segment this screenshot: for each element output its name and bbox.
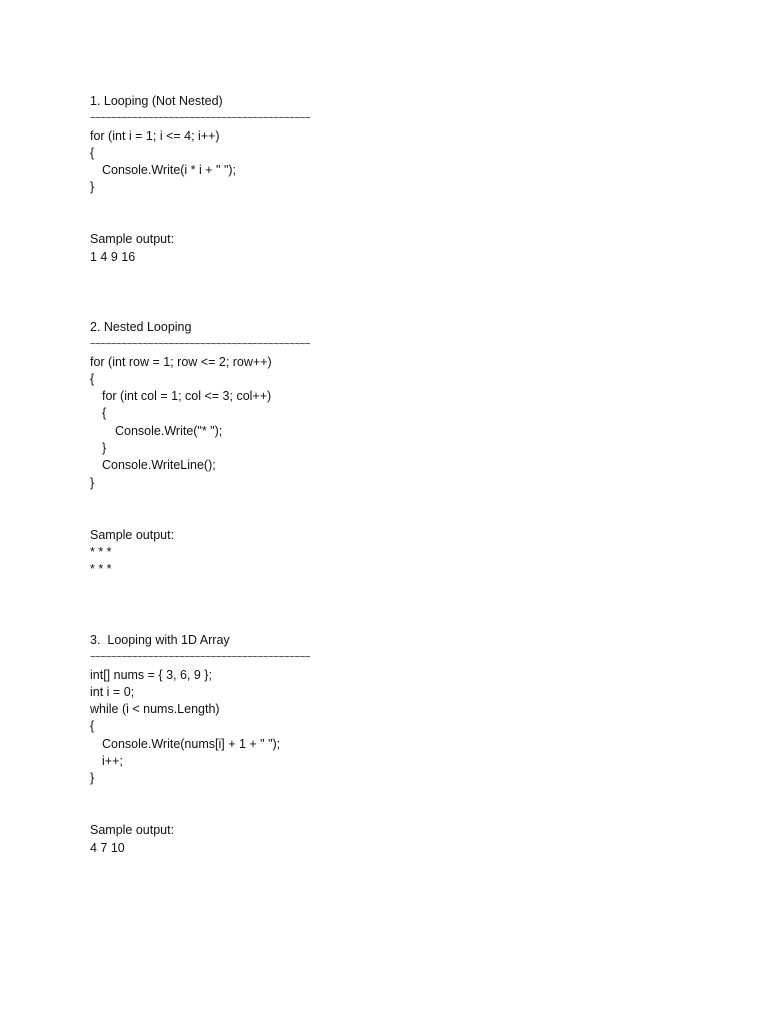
code-line: int[] nums = { 3, 6, 9 }; bbox=[90, 667, 212, 682]
code-line: for (int row = 1; row <= 2; row++) bbox=[90, 354, 272, 369]
code-line: int i = 0; bbox=[90, 684, 135, 699]
section-nested-looping bbox=[90, 319, 690, 578]
section-looping-not-nested bbox=[90, 93, 690, 266]
sample-output-label: Sample output: bbox=[90, 527, 175, 542]
code-line: } bbox=[90, 475, 95, 490]
section-title: 3. Looping with 1D Array bbox=[90, 633, 230, 647]
code-line: i++; bbox=[102, 754, 123, 769]
code-line: while (i < nums.Length) bbox=[90, 702, 220, 717]
sample-output-label: Sample output: bbox=[90, 232, 175, 247]
section-title: 1. Looping (Not Nested) bbox=[90, 94, 223, 108]
code-line: } bbox=[90, 180, 95, 195]
sample-output-line: 4 7 10 bbox=[90, 840, 125, 855]
code-line: { bbox=[102, 406, 107, 421]
sample-output-line: * * * bbox=[90, 562, 112, 577]
code-line: for (int col = 1; col <= 3; col++) bbox=[102, 389, 272, 404]
separator-line: ~~~~~~~~~~~~~~~~~~~~~~~~~~~~~~~~~~~~~~~~~~ bbox=[90, 652, 311, 664]
code-line: } bbox=[90, 771, 95, 786]
code-line: { bbox=[90, 719, 95, 734]
code-line: Console.Write(nums[i] + 1 + " "); bbox=[102, 736, 281, 751]
code-line: { bbox=[90, 145, 95, 160]
section-looping-1d-array bbox=[90, 632, 690, 857]
sample-output-line: * * * bbox=[90, 544, 112, 559]
section-title: 2. Nested Looping bbox=[90, 320, 192, 334]
separator-line: ~~~~~~~~~~~~~~~~~~~~~~~~~~~~~~~~~~~~~~~~~~ bbox=[90, 339, 311, 351]
sample-output-label: Sample output: bbox=[90, 823, 175, 838]
code-line: } bbox=[102, 441, 107, 456]
code-line: for (int i = 1; i <= 4; i++) bbox=[90, 128, 220, 143]
code-line: { bbox=[90, 371, 95, 386]
separator-line: ~~~~~~~~~~~~~~~~~~~~~~~~~~~~~~~~~~~~~~~~~~ bbox=[90, 113, 311, 125]
sample-output-line: 1 4 9 16 bbox=[90, 249, 136, 264]
code-line: Console.WriteLine(); bbox=[102, 458, 216, 473]
code-line: Console.Write(i * i + " "); bbox=[102, 163, 237, 178]
code-line: Console.Write("* "); bbox=[115, 423, 223, 438]
